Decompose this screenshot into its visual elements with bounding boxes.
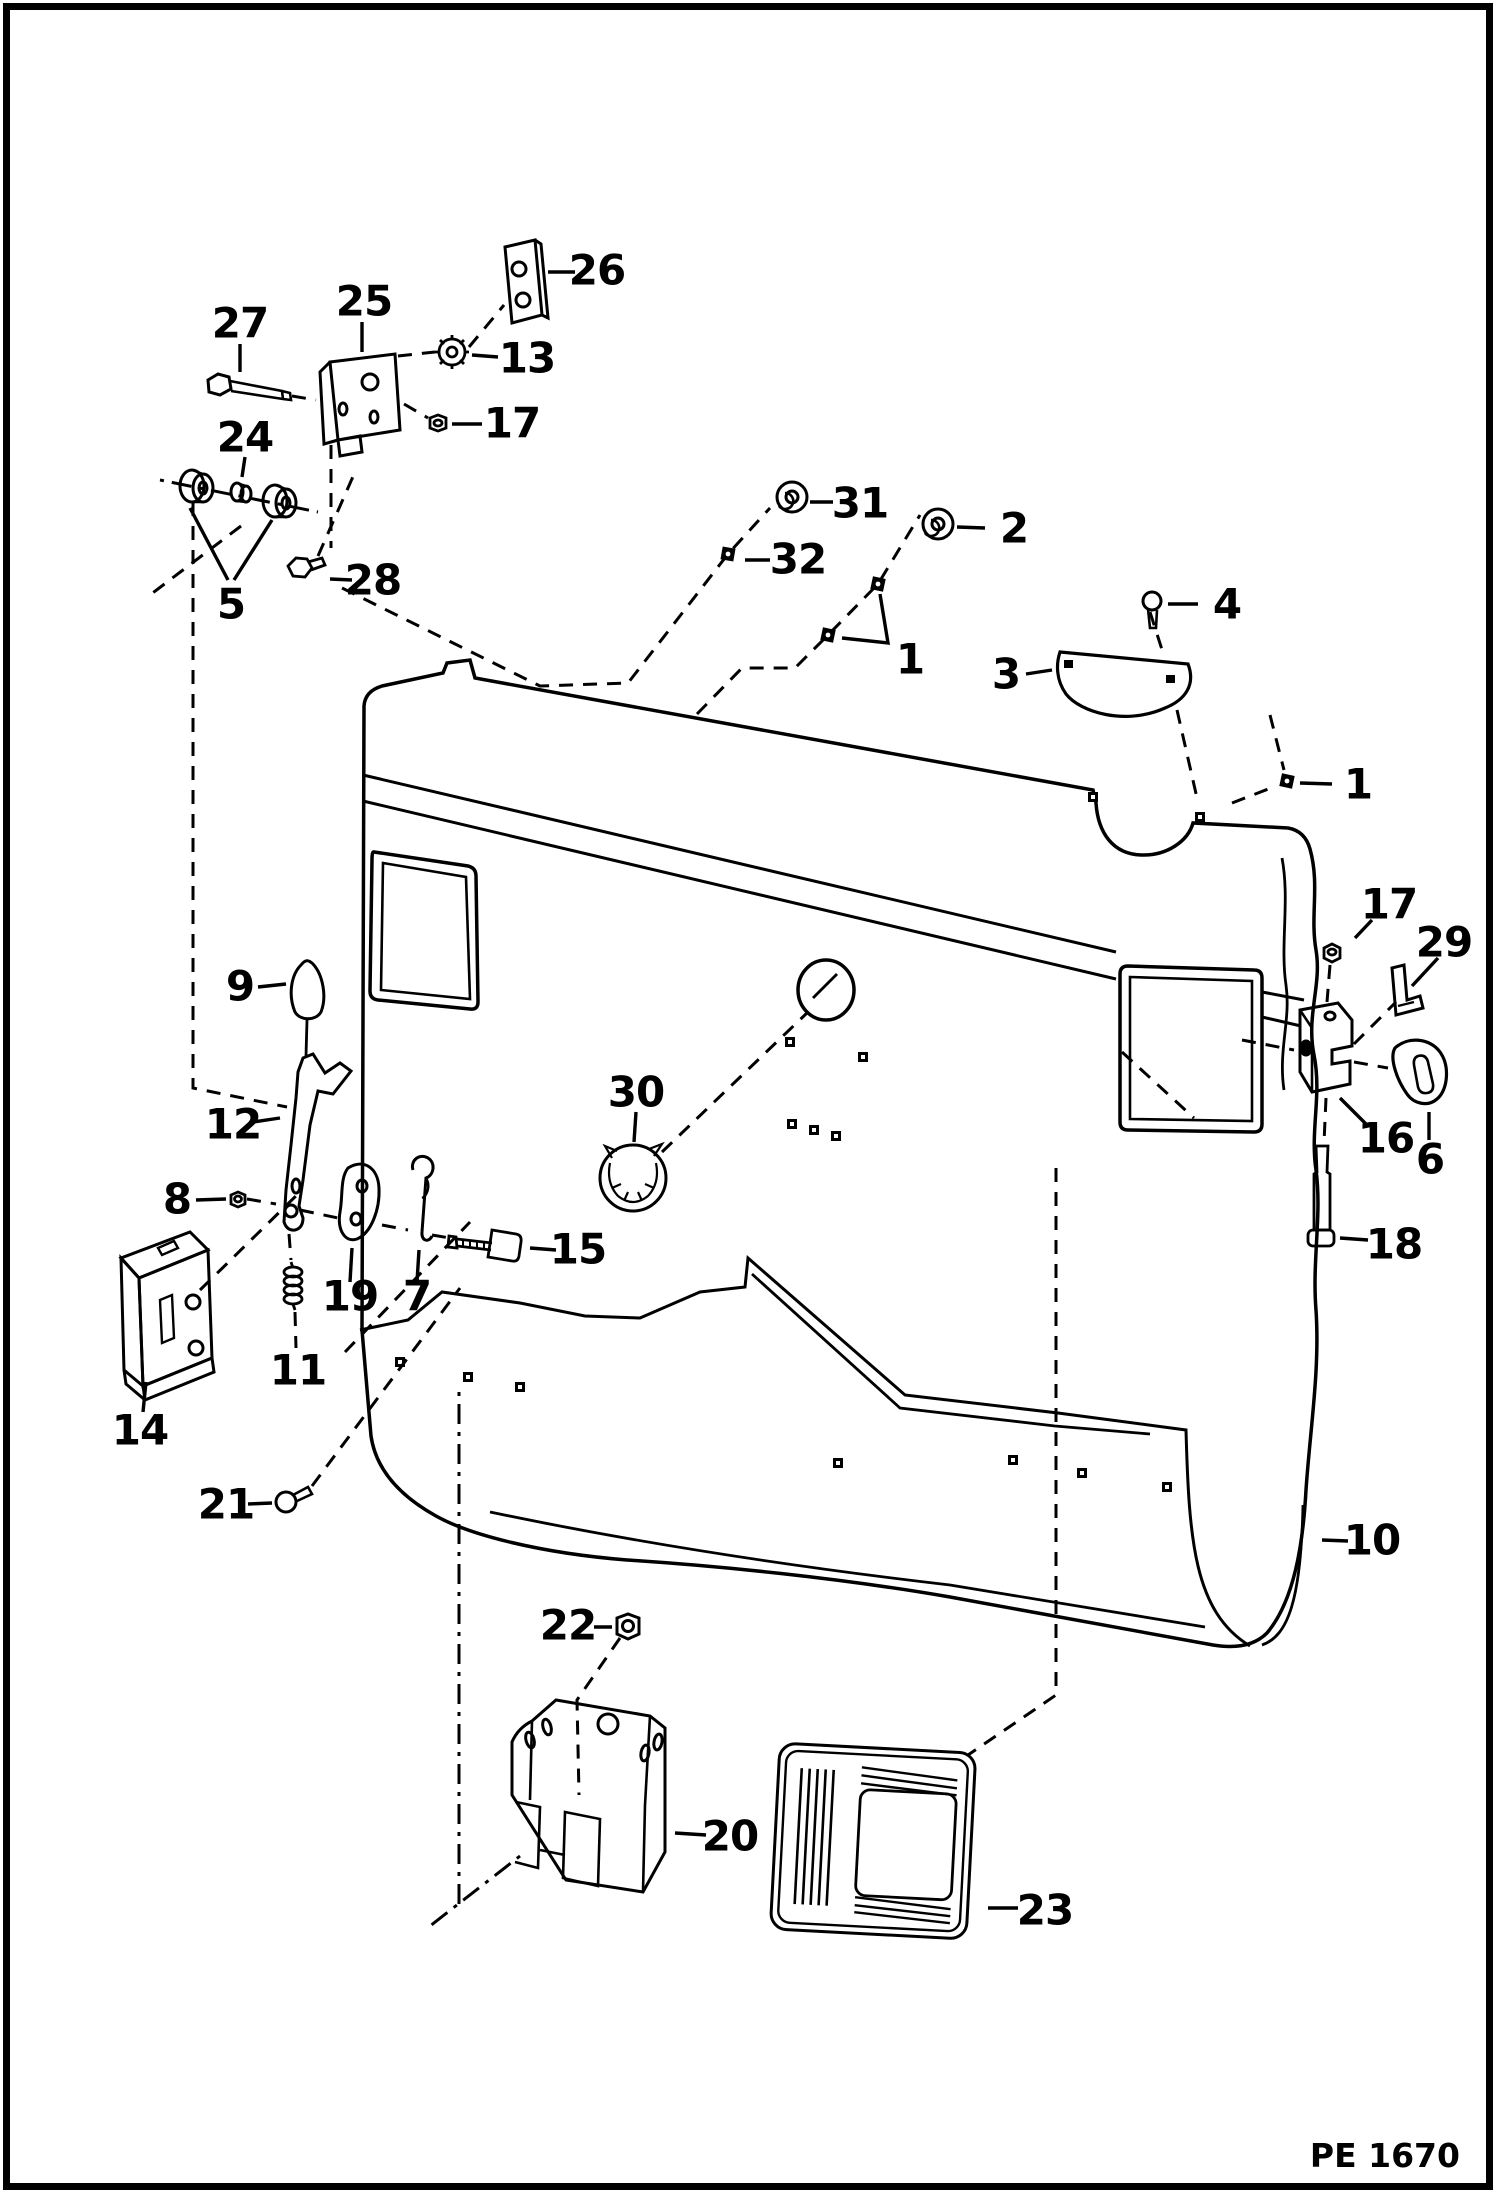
latch-bracket-14 [121, 1232, 214, 1400]
striker-bracket-16 [1300, 1003, 1352, 1092]
callout-12: 12 [204, 1099, 262, 1149]
nut-22 [617, 1614, 639, 1639]
callout-9: 9 [225, 961, 255, 1011]
plate-26 [505, 240, 548, 323]
round-hole [798, 960, 854, 1020]
callout-7: 7 [402, 1271, 432, 1321]
bobcat-emblem-30 [600, 1144, 666, 1211]
callout-18: 18 [1365, 1219, 1423, 1269]
callout-25: 25 [335, 276, 393, 326]
screw-1-right [1280, 774, 1294, 788]
callout-24: 24 [216, 412, 274, 462]
callout-3: 3 [991, 649, 1021, 699]
nut-8 [231, 1192, 245, 1207]
callout-21: 21 [197, 1479, 255, 1529]
callout-32: 32 [769, 534, 827, 584]
callout-14: 14 [111, 1405, 169, 1455]
callout-15: 15 [549, 1224, 607, 1274]
handle-6 [1393, 1040, 1447, 1103]
grommet-2 [923, 509, 953, 539]
callout-2: 2 [999, 503, 1029, 553]
hinge-bracket-25 [320, 354, 400, 456]
callout-4: 4 [1212, 579, 1242, 629]
window-opening [370, 852, 478, 1009]
callout-31: 31 [831, 478, 889, 528]
screw-32 [721, 547, 735, 561]
spacer-24 [180, 470, 296, 517]
figure-code: PE 1670 [1309, 2136, 1460, 2175]
callout-16: 16 [1357, 1113, 1415, 1163]
callout-1: 1 [895, 634, 925, 684]
bolt-27 [208, 374, 291, 400]
callout-26: 26 [568, 245, 626, 295]
nut-17-right [1324, 944, 1340, 962]
callout-8: 8 [162, 1174, 192, 1224]
grommet-31 [777, 482, 807, 512]
callout-13: 13 [498, 333, 556, 383]
callout-19: 19 [321, 1271, 379, 1321]
cam-plate-19 [339, 1164, 379, 1240]
callout-28: 28 [344, 555, 402, 605]
screw-21 [276, 1487, 312, 1512]
rivets [395, 792, 1205, 1492]
cover-plate-3 [1058, 652, 1191, 716]
box-bracket-20 [512, 1700, 665, 1892]
bolt-15 [448, 1230, 521, 1261]
callout-1: 1 [1343, 759, 1373, 809]
callout-17: 17 [1360, 879, 1418, 929]
callout-29: 29 [1415, 917, 1473, 967]
door-panel-10 [360, 660, 1318, 1647]
bolt-28 [288, 558, 325, 577]
spring-11 [284, 1262, 302, 1310]
callout-5: 5 [216, 579, 246, 629]
callout-27: 27 [211, 298, 269, 348]
clip-29 [1392, 965, 1423, 1015]
callout-17: 17 [483, 398, 541, 448]
lock-washer-13 [435, 335, 469, 369]
callout-6: 6 [1415, 1134, 1445, 1184]
callout-23: 23 [1016, 1885, 1074, 1935]
callout-30: 30 [607, 1067, 665, 1117]
knob-9 [291, 961, 324, 1056]
decal-23 [770, 1743, 975, 1939]
callout-20: 20 [701, 1811, 759, 1861]
spring-hook-7 [412, 1156, 433, 1240]
callout-11: 11 [269, 1345, 327, 1395]
latch-opening [1120, 966, 1262, 1132]
callout-22: 22 [539, 1600, 597, 1650]
nut-17-top [430, 415, 446, 431]
callout-10: 10 [1343, 1515, 1401, 1565]
pin-18 [1308, 1146, 1334, 1246]
